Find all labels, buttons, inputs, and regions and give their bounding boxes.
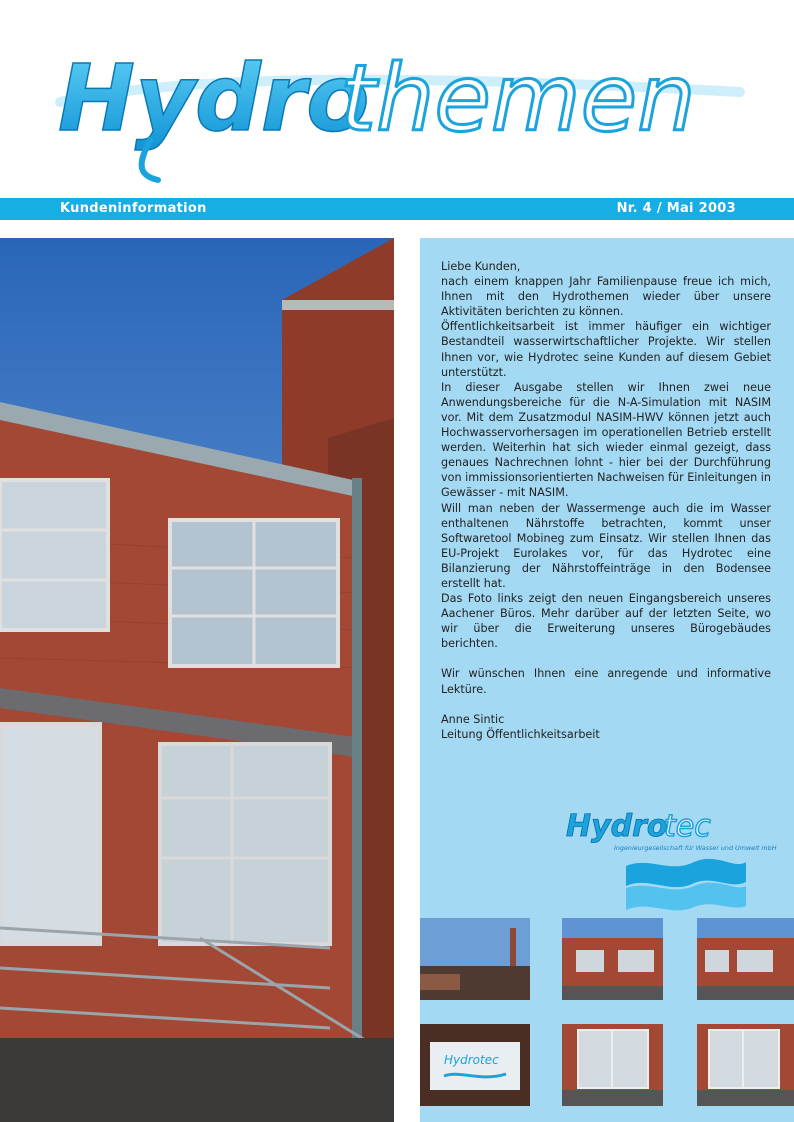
logo-text-themen: themen bbox=[340, 45, 696, 152]
hydrotec-tagline: Ingenieurgesellschaft für Wasser und Umwelt mbH bbox=[614, 844, 777, 852]
issue-number: Nr. 4 / Mai 2003 bbox=[616, 201, 736, 216]
editorial-letter bbox=[441, 259, 771, 742]
thumbnail-facade-2 bbox=[697, 918, 794, 1000]
thumbnail-chimney bbox=[420, 918, 530, 1000]
svg-text:Hydrotec: Hydrotec bbox=[444, 1053, 499, 1067]
hydrothemen-logo bbox=[40, 30, 760, 190]
thumbnail-facade-1 bbox=[562, 918, 663, 1000]
logo-text-hydro: Hydro bbox=[58, 45, 370, 152]
letter-closing: Wir wünschen Ihnen eine anregende und informative Lektüre. bbox=[441, 667, 771, 696]
hydrotec-text-hydro: Hydro bbox=[566, 809, 668, 844]
thumbnail-entrance-1 bbox=[562, 1024, 663, 1106]
signature-name: Anne Sintic bbox=[441, 712, 505, 726]
hydrotec-text-tec: tec bbox=[664, 809, 711, 844]
letter-paragraph: nach einem knappen Jahr Familienpause freue ich mich, Ihnen mit den Hydrothemen wieder über unsere Aktivitäten berichten zu können. bbox=[441, 275, 771, 319]
letter-paragraph: Öffentlichkeitsarbeit ist immer häufiger ein wichtiger Bestandteil wasserwirtschaftlicher Projekte. Wir stellen Ihnen vor, wie Hydrotec seine Kunden auf diesem Gebiet unterstützt. bbox=[441, 320, 771, 379]
hydrotec-logo bbox=[560, 800, 794, 920]
thumbnail-office-sign bbox=[420, 1024, 530, 1106]
letter-paragraph: In dieser Ausgabe stellen wir Ihnen zwei neue Anwendungsbereiche für die N-A-Simulation mit NASIM vor. Mit dem Zusatzmodul NASIM-HWV können jetzt auch Hochwasservorhersagen im operationellen Betrieb erstellt werden. Weiterhin hat sich wieder einmal gezeigt, dass genaues Nachrechnen lohnt - hier bei der Durchführung von immissionsorientierten Nachweisen für Einleitungen in Gewässer - mit NASIM. bbox=[441, 380, 771, 500]
signature-title: Leitung Öffentlichkeitsarbeit bbox=[441, 727, 600, 741]
wave-icon bbox=[626, 859, 746, 910]
issue-band bbox=[0, 198, 794, 220]
band-label-left: Kundeninformation bbox=[60, 201, 207, 216]
building-photo bbox=[0, 238, 394, 1122]
letter-greeting: Liebe Kunden, bbox=[441, 260, 521, 273]
letter-paragraph: Will man neben der Wassermenge auch die im Wasser enthaltenen Nährstoffe betrachten, kommt unser Softwaretool Mobineg zum Einsatz. Wir stellen Ihnen das EU-Projekt Eurolakes vor, für das Hydrotec eine Bilanzierung der Nährstoffeinträge in den Bodensee erstellt hat. bbox=[441, 501, 771, 590]
letter-paragraph: Das Foto links zeigt den neuen Eingangsbereich unseres Aachener Büros. Mehr darüber auf der letzten Seite, wo wir über die Erweiterung unseres Bürogebäudes berichten. bbox=[441, 592, 771, 651]
thumbnail-entrance-2 bbox=[697, 1024, 794, 1106]
